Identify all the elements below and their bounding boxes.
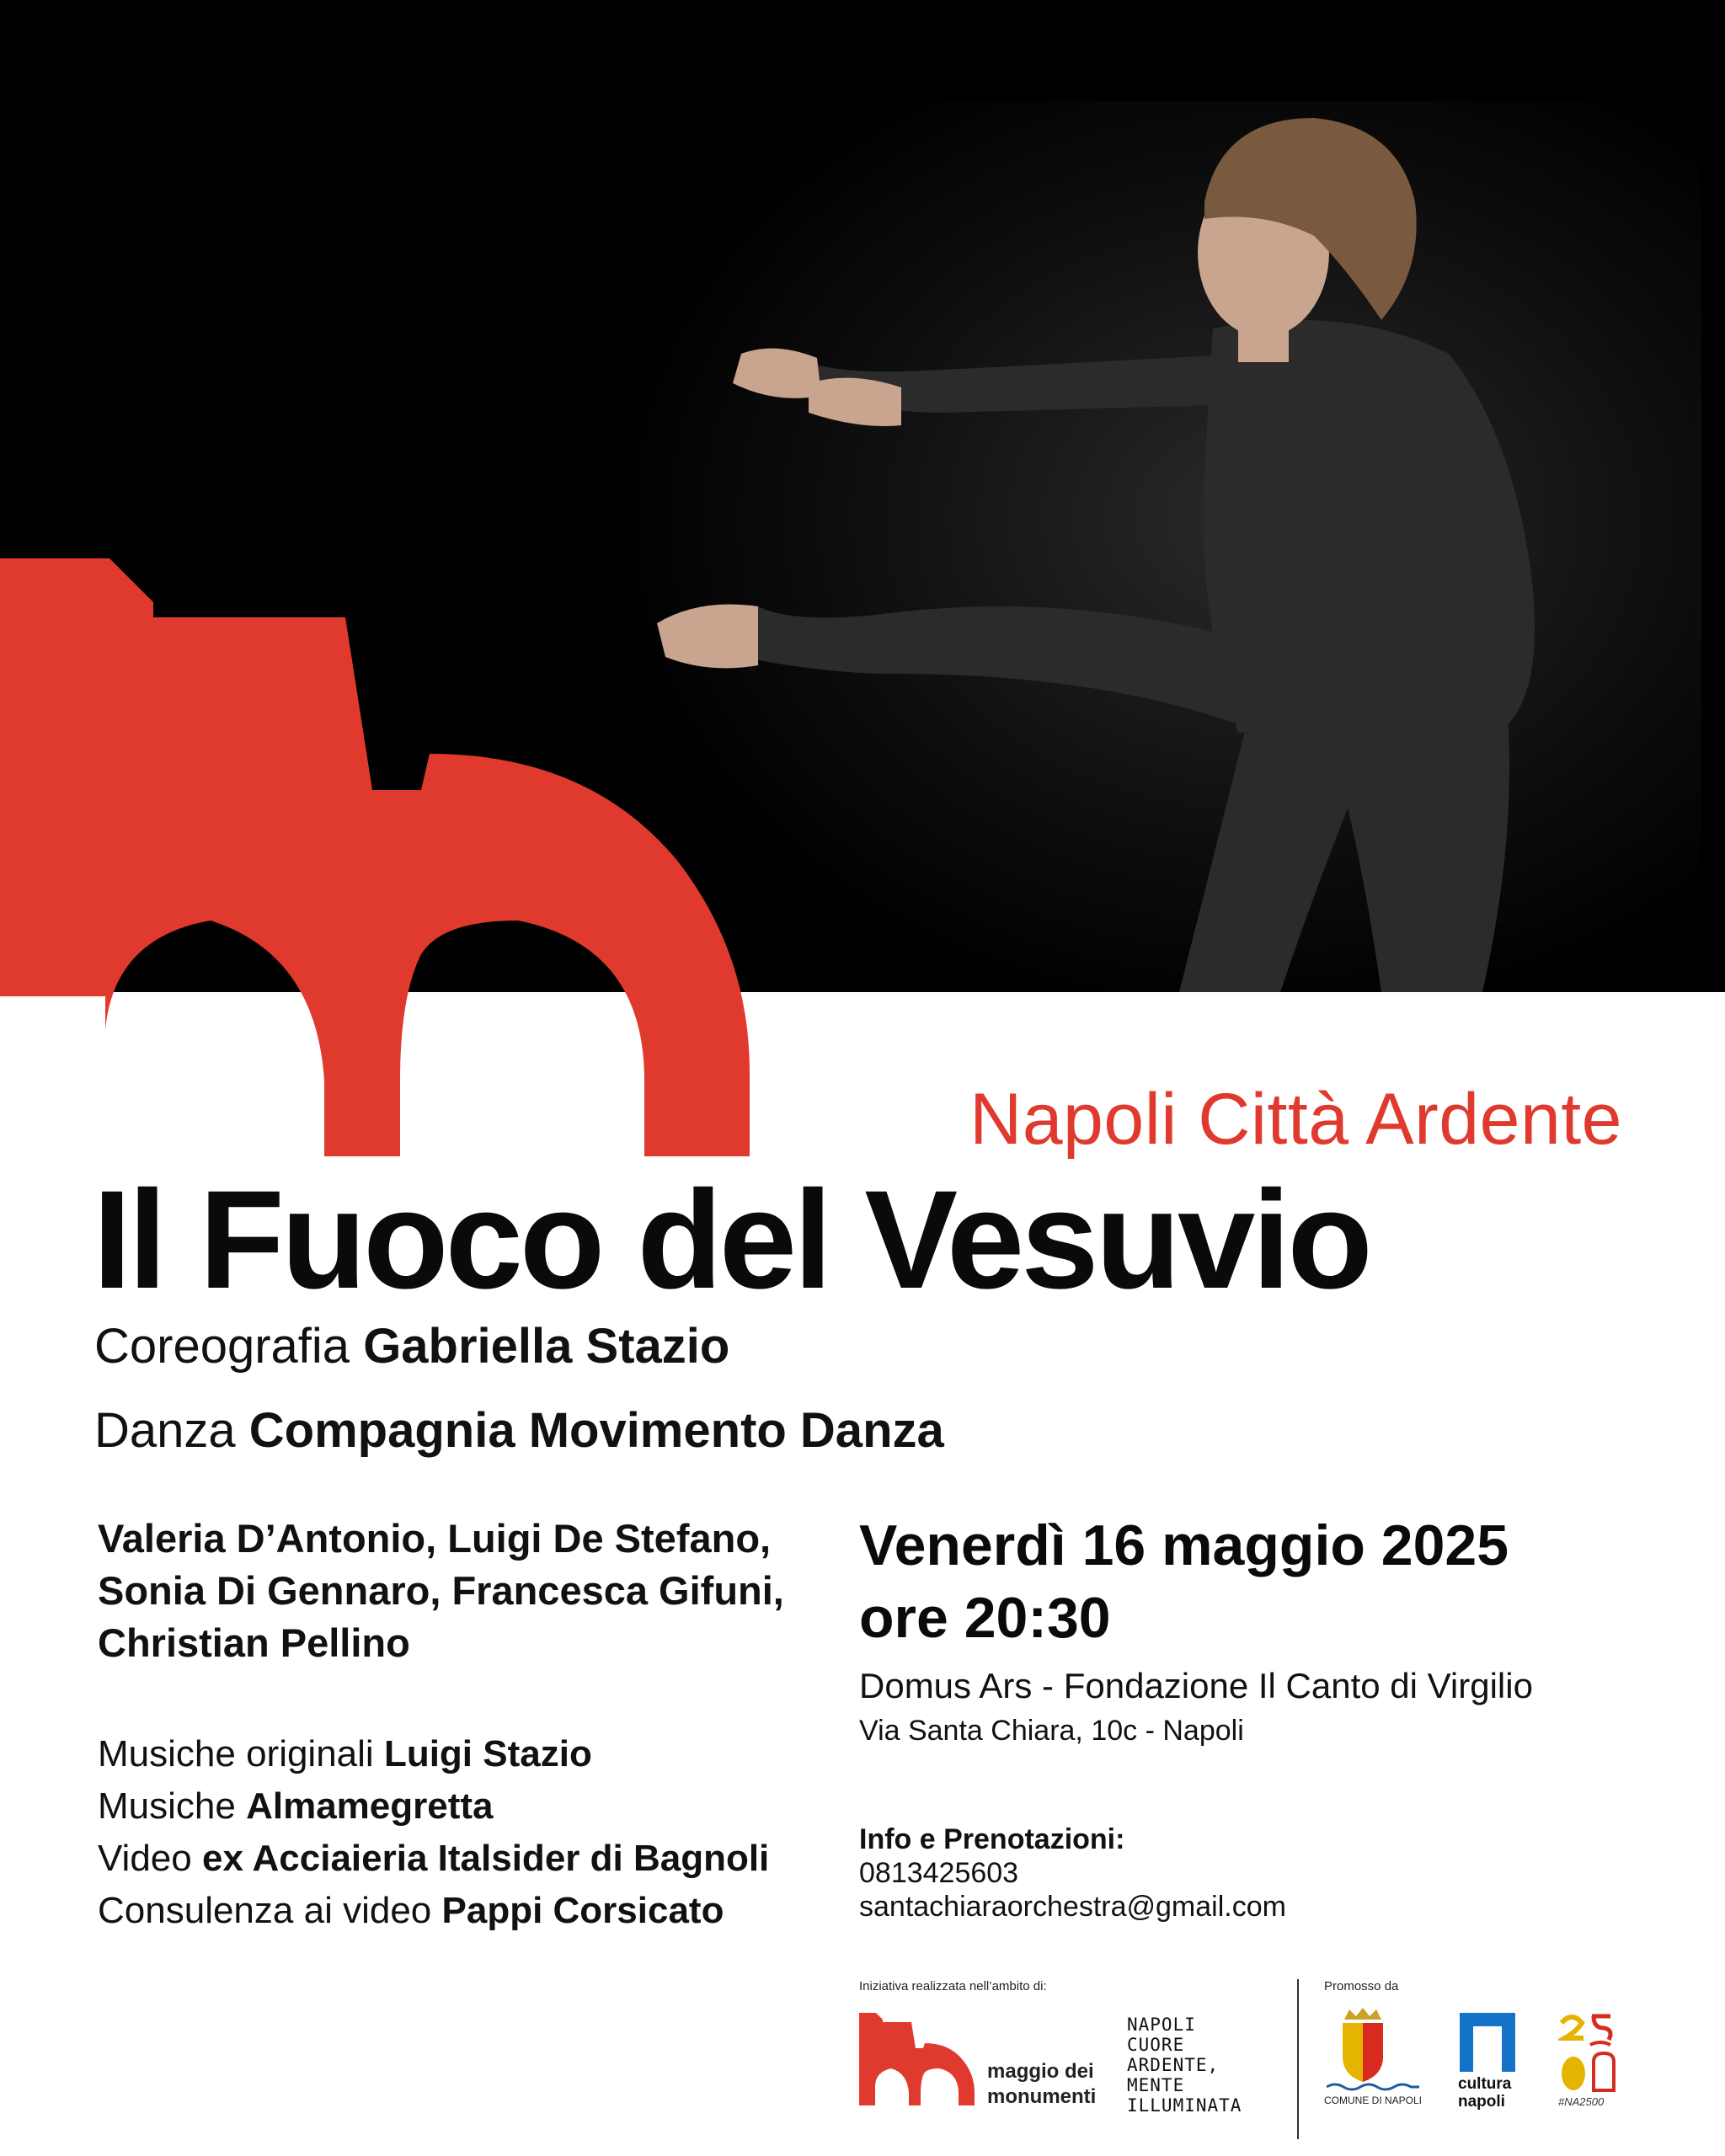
comune-di-napoli-text: COMUNE DI NAPOLI	[1324, 2095, 1423, 2106]
maggio-dei-monumenti-text	[987, 2059, 1096, 2110]
choreographer-name: Gabriella Stazio	[363, 1319, 730, 1374]
credit-label: Video	[98, 1838, 192, 1879]
cultura-napoli-icon	[1460, 2013, 1515, 2072]
cultura-line: napoli	[1458, 2093, 1505, 2111]
napoli-cuore-line: ARDENTE,	[1127, 2055, 1220, 2075]
phone-number[interactable]: 0813425603	[859, 1857, 1019, 1889]
cultura-napoli-text	[1458, 2075, 1511, 2111]
choreography-line	[94, 1318, 729, 1374]
company-name: Compagnia Movimento Danza	[248, 1403, 944, 1458]
choreography-label: Coreografia	[94, 1319, 350, 1374]
napoli-cuore-line: NAPOLI	[1127, 2015, 1196, 2035]
cultura-line: cultura	[1458, 2075, 1512, 2093]
subtitle: Napoli Città Ardente	[969, 1079, 1622, 1160]
credit-value: Luigi Stazio	[383, 1733, 592, 1774]
footer-divider	[1297, 1979, 1299, 2139]
comune-wave-icon	[1327, 2080, 1419, 2094]
credits-list	[98, 1728, 769, 1937]
dancers-list	[98, 1513, 856, 1669]
napoli-cuore-line: MENTE	[1127, 2075, 1185, 2095]
credit-item	[98, 1780, 769, 1833]
maggio-line: monumenti	[987, 2085, 1097, 2108]
maggio-dei-monumenti-logo-large	[0, 558, 758, 1156]
dance-label: Danza	[94, 1403, 236, 1458]
credit-item	[98, 1833, 769, 1885]
info-heading: Info e Prenotazioni:	[859, 1823, 1125, 1855]
venue: Domus Ars - Fondazione Il Canto di Virgilio	[859, 1666, 1533, 1705]
event-date: Venerdì 16 maggio 2025	[859, 1513, 1509, 1577]
page-title: Il Fuoco del Vesuvio	[93, 1162, 1370, 1318]
dancers-line: Sonia Di Gennaro, Francesca Gifuni,	[98, 1568, 784, 1613]
initiative-label: Iniziativa realizzata nell’ambito di:	[859, 1979, 1047, 1993]
dancers-line: Christian Pellino	[98, 1620, 410, 1665]
credit-value: Pappi Corsicato	[441, 1890, 724, 1931]
address: Via Santa Chiara, 10c - Napoli	[859, 1715, 1244, 1747]
credit-value: Almamegretta	[246, 1785, 494, 1827]
maggio-line: maggio dei	[987, 2060, 1094, 2083]
promoted-label: Promosso da	[1324, 1979, 1399, 1993]
credit-value: ex Acciaieria Italsider di Bagnoli	[201, 1838, 770, 1879]
booking-info	[859, 1822, 1286, 1924]
email-address[interactable]: santachiaraorchestra@gmail.com	[859, 1891, 1286, 1923]
na2500-logo-icon	[1558, 2011, 1617, 2092]
credit-label: Musiche originali	[98, 1733, 374, 1774]
napoli-cuore-line: CUORE	[1127, 2035, 1185, 2055]
dance-company-line	[94, 1402, 944, 1459]
event-datetime	[859, 1509, 1509, 1654]
comune-napoli-crest-icon	[1338, 2008, 1388, 2084]
maggio-dei-monumenti-logo	[859, 2013, 977, 2105]
credit-label: Consulenza ai video	[98, 1890, 432, 1931]
event-time: ore 20:30	[859, 1586, 1111, 1650]
napoli-cuore-ardente-logo	[1127, 2015, 1242, 2116]
credit-item	[98, 1885, 769, 1937]
credit-item	[98, 1728, 769, 1780]
hashtag: #NA2500	[1558, 2095, 1605, 2108]
dancers-line: Valeria D’Antonio, Luigi De Stefano,	[98, 1516, 772, 1561]
napoli-cuore-line: ILLUMINATA	[1127, 2095, 1242, 2116]
credit-label: Musiche	[98, 1785, 236, 1827]
